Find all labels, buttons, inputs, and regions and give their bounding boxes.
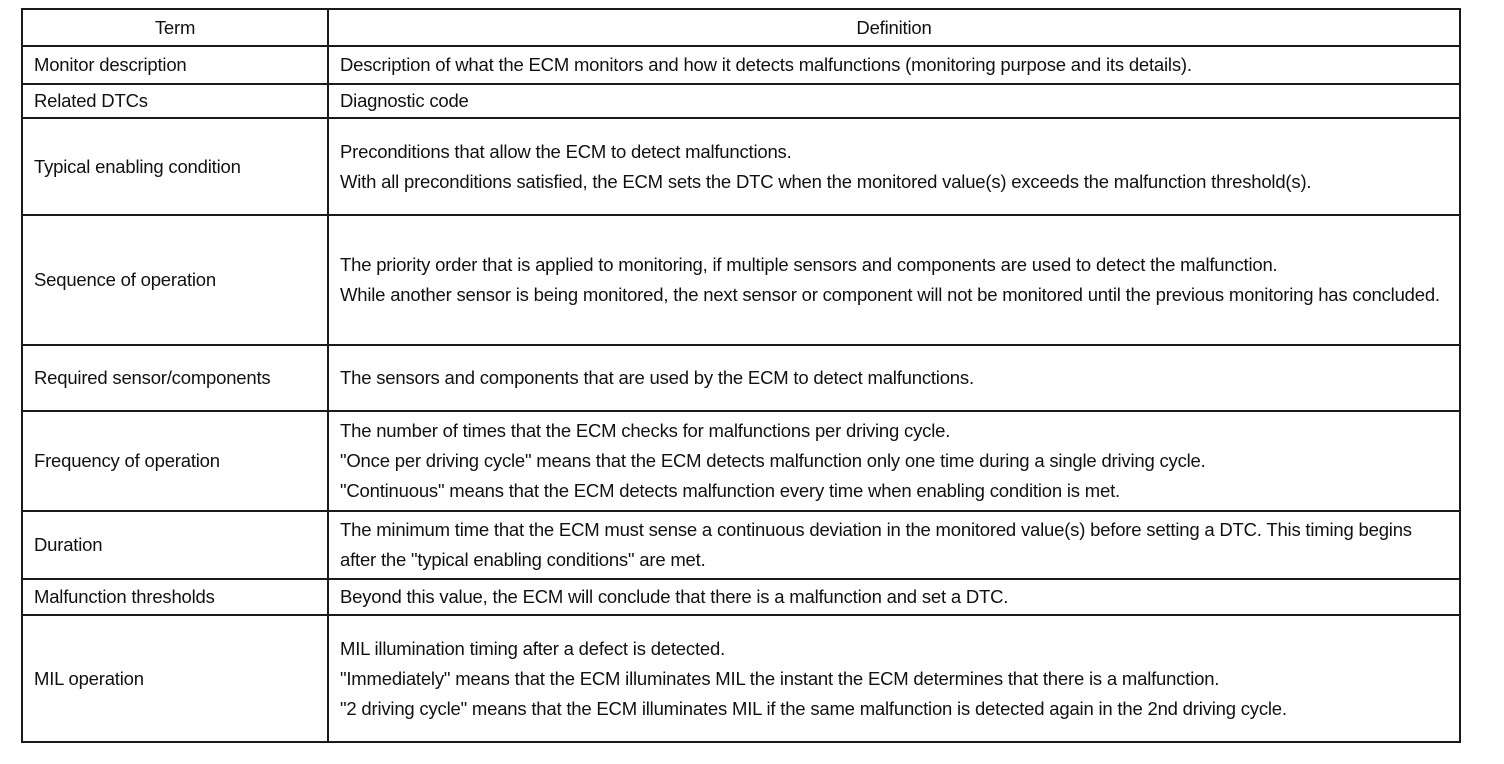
definition-line: "2 driving cycle" means that the ECM illuminates MIL if the same malfunction is detected again in the 2nd driving cycle. <box>340 697 1287 719</box>
definition-line: Beyond this value, the ECM will conclude that there is a malfunction and set a DTC. <box>340 586 1009 607</box>
term-cell: Required sensor/components <box>22 345 328 411</box>
definition-line: "Continuous" means that the ECM detects malfunction every time when enabling condition is met. <box>340 480 1120 501</box>
definition-cell <box>328 615 1460 742</box>
definition-line: The minimum time that the ECM must sense a continuous deviation in the monitored value(s) before setting a DTC. This timing begins after the "typical enabling conditions" are met. <box>340 519 1412 570</box>
table-row <box>22 615 1460 742</box>
definition-line: Preconditions that allow the ECM to detect malfunctions. <box>340 140 792 162</box>
definition-cell <box>328 215 1460 345</box>
table-row <box>22 345 1460 411</box>
table-row <box>22 46 1460 84</box>
definition-cell <box>328 84 1460 118</box>
definition-line: Diagnostic code <box>340 90 469 111</box>
definition-line: While another sensor is being monitored, the next sensor or component will not be monitored until the previous monitoring has concluded. <box>340 284 1440 305</box>
definition-cell <box>328 579 1460 615</box>
table-row <box>22 118 1460 215</box>
table-row <box>22 411 1460 511</box>
definition-cell <box>328 411 1460 511</box>
definition-line: "Immediately" means that the ECM illuminates MIL the instant the ECM determines that there is a malfunction. <box>340 667 1220 689</box>
term-cell: Typical enabling condition <box>22 118 328 215</box>
definition-cell <box>328 118 1460 215</box>
definition-column-header: Definition <box>328 9 1460 46</box>
table-row <box>22 215 1460 345</box>
definition-line: The priority order that is applied to monitoring, if multiple sensors and components are used to detect the malfunction. <box>340 254 1278 275</box>
term-cell: MIL operation <box>22 615 328 742</box>
term-column-header: Term <box>22 9 328 46</box>
table-row <box>22 579 1460 615</box>
definition-line: With all preconditions satisfied, the ECM sets the DTC when the monitored value(s) exceeds the malfunction threshold(s). <box>340 170 1312 192</box>
header-row <box>22 9 1460 46</box>
term-cell: Malfunction thresholds <box>22 579 328 615</box>
definition-line: "Once per driving cycle" means that the ECM detects malfunction only one time during a single driving cycle. <box>340 450 1206 471</box>
definition-line: MIL illumination timing after a defect is detected. <box>340 637 726 659</box>
definition-line: The number of times that the ECM checks for malfunctions per driving cycle. <box>340 420 951 441</box>
table-row <box>22 84 1460 118</box>
term-cell: Frequency of operation <box>22 411 328 511</box>
term-cell: Duration <box>22 511 328 579</box>
definition-line: The sensors and components that are used by the ECM to detect malfunctions. <box>340 367 974 388</box>
definition-line: Description of what the ECM monitors and how it detects malfunctions (monitoring purpose and its details). <box>340 54 1192 75</box>
definition-cell <box>328 46 1460 84</box>
term-cell: Related DTCs <box>22 84 328 118</box>
definitions-table <box>21 8 1461 743</box>
term-cell: Monitor description <box>22 46 328 84</box>
definition-cell <box>328 345 1460 411</box>
term-cell: Sequence of operation <box>22 215 328 345</box>
definition-cell <box>328 511 1460 579</box>
table-row <box>22 511 1460 579</box>
